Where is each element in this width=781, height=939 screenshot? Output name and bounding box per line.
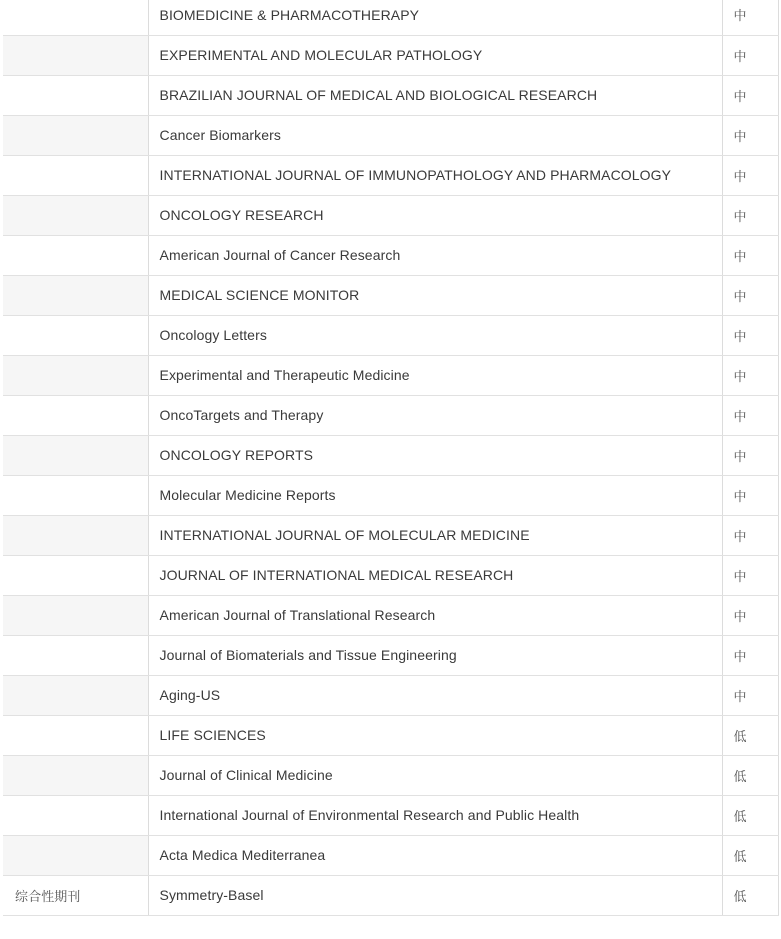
level-cell: 中 (722, 475, 778, 515)
level-cell: 中 (722, 315, 778, 355)
table-row (3, 555, 778, 595)
level-cell: 低 (722, 835, 778, 875)
journal-name-cell: INTERNATIONAL JOURNAL OF MOLECULAR MEDICINE (148, 515, 722, 555)
table-row (3, 355, 778, 395)
category-cell (3, 115, 148, 155)
journal-name-cell: Journal of Clinical Medicine (148, 755, 722, 795)
category-cell (3, 35, 148, 75)
table-row (3, 75, 778, 115)
level-cell: 中 (722, 0, 778, 35)
journal-name-cell: LIFE SCIENCES (148, 715, 722, 755)
category-cell (3, 515, 148, 555)
level-cell: 低 (722, 795, 778, 835)
category-cell (3, 635, 148, 675)
journal-table (3, 0, 779, 916)
table-row (3, 475, 778, 515)
journal-name-cell: American Journal of Translational Research (148, 595, 722, 635)
category-cell (3, 555, 148, 595)
table-row (3, 755, 778, 795)
category-cell (3, 595, 148, 635)
table-row (3, 715, 778, 755)
category-cell (3, 675, 148, 715)
journal-name-cell: JOURNAL OF INTERNATIONAL MEDICAL RESEARCH (148, 555, 722, 595)
table-row (3, 315, 778, 355)
level-cell: 中 (722, 595, 778, 635)
category-cell (3, 155, 148, 195)
journal-table-body (3, 0, 778, 915)
table-row (3, 515, 778, 555)
category-cell (3, 835, 148, 875)
journal-name-cell: MEDICAL SCIENCE MONITOR (148, 275, 722, 315)
table-row (3, 875, 778, 915)
journal-name-cell: Molecular Medicine Reports (148, 475, 722, 515)
category-cell: 综合性期刊 (3, 875, 148, 915)
category-cell (3, 755, 148, 795)
level-cell: 中 (722, 275, 778, 315)
journal-name-cell: ONCOLOGY REPORTS (148, 435, 722, 475)
table-row (3, 275, 778, 315)
table-row (3, 0, 778, 35)
journal-name-cell: BRAZILIAN JOURNAL OF MEDICAL AND BIOLOGICAL RESEARCH (148, 75, 722, 115)
level-cell: 中 (722, 635, 778, 675)
journal-name-cell: OncoTargets and Therapy (148, 395, 722, 435)
table-row (3, 235, 778, 275)
category-cell (3, 235, 148, 275)
category-cell (3, 355, 148, 395)
journal-name-cell: International Journal of Environmental Research and Public Health (148, 795, 722, 835)
journal-name-cell: Experimental and Therapeutic Medicine (148, 355, 722, 395)
journal-name-cell: Oncology Letters (148, 315, 722, 355)
category-cell (3, 275, 148, 315)
journal-name-cell: Acta Medica Mediterranea (148, 835, 722, 875)
journal-name-cell: Aging-US (148, 675, 722, 715)
category-cell (3, 795, 148, 835)
level-cell: 中 (722, 235, 778, 275)
level-cell: 中 (722, 555, 778, 595)
level-cell: 中 (722, 75, 778, 115)
journal-name-cell: ONCOLOGY RESEARCH (148, 195, 722, 235)
level-cell: 低 (722, 715, 778, 755)
table-row (3, 835, 778, 875)
journal-name-cell: Journal of Biomaterials and Tissue Engineering (148, 635, 722, 675)
category-cell (3, 435, 148, 475)
category-cell (3, 715, 148, 755)
journal-name-cell: BIOMEDICINE & PHARMACOTHERAPY (148, 0, 722, 35)
journal-name-cell: INTERNATIONAL JOURNAL OF IMMUNOPATHOLOGY AND PHARMACOLOGY (148, 155, 722, 195)
level-cell: 中 (722, 395, 778, 435)
table-row (3, 155, 778, 195)
level-cell: 中 (722, 155, 778, 195)
journal-name-cell: American Journal of Cancer Research (148, 235, 722, 275)
level-cell: 中 (722, 35, 778, 75)
category-cell (3, 395, 148, 435)
level-cell: 低 (722, 875, 778, 915)
table-row (3, 395, 778, 435)
level-cell: 中 (722, 435, 778, 475)
category-cell (3, 195, 148, 235)
category-cell (3, 0, 148, 35)
journal-name-cell: Symmetry-Basel (148, 875, 722, 915)
level-cell: 中 (722, 675, 778, 715)
level-cell: 中 (722, 355, 778, 395)
table-row (3, 195, 778, 235)
level-cell: 中 (722, 115, 778, 155)
level-cell: 中 (722, 195, 778, 235)
table-row (3, 435, 778, 475)
category-cell (3, 75, 148, 115)
category-cell (3, 315, 148, 355)
table-row (3, 115, 778, 155)
category-cell (3, 475, 148, 515)
table-row (3, 795, 778, 835)
level-cell: 中 (722, 515, 778, 555)
level-cell: 低 (722, 755, 778, 795)
table-row (3, 595, 778, 635)
table-row (3, 35, 778, 75)
table-row (3, 675, 778, 715)
journal-name-cell: Cancer Biomarkers (148, 115, 722, 155)
journal-name-cell: EXPERIMENTAL AND MOLECULAR PATHOLOGY (148, 35, 722, 75)
table-row (3, 635, 778, 675)
